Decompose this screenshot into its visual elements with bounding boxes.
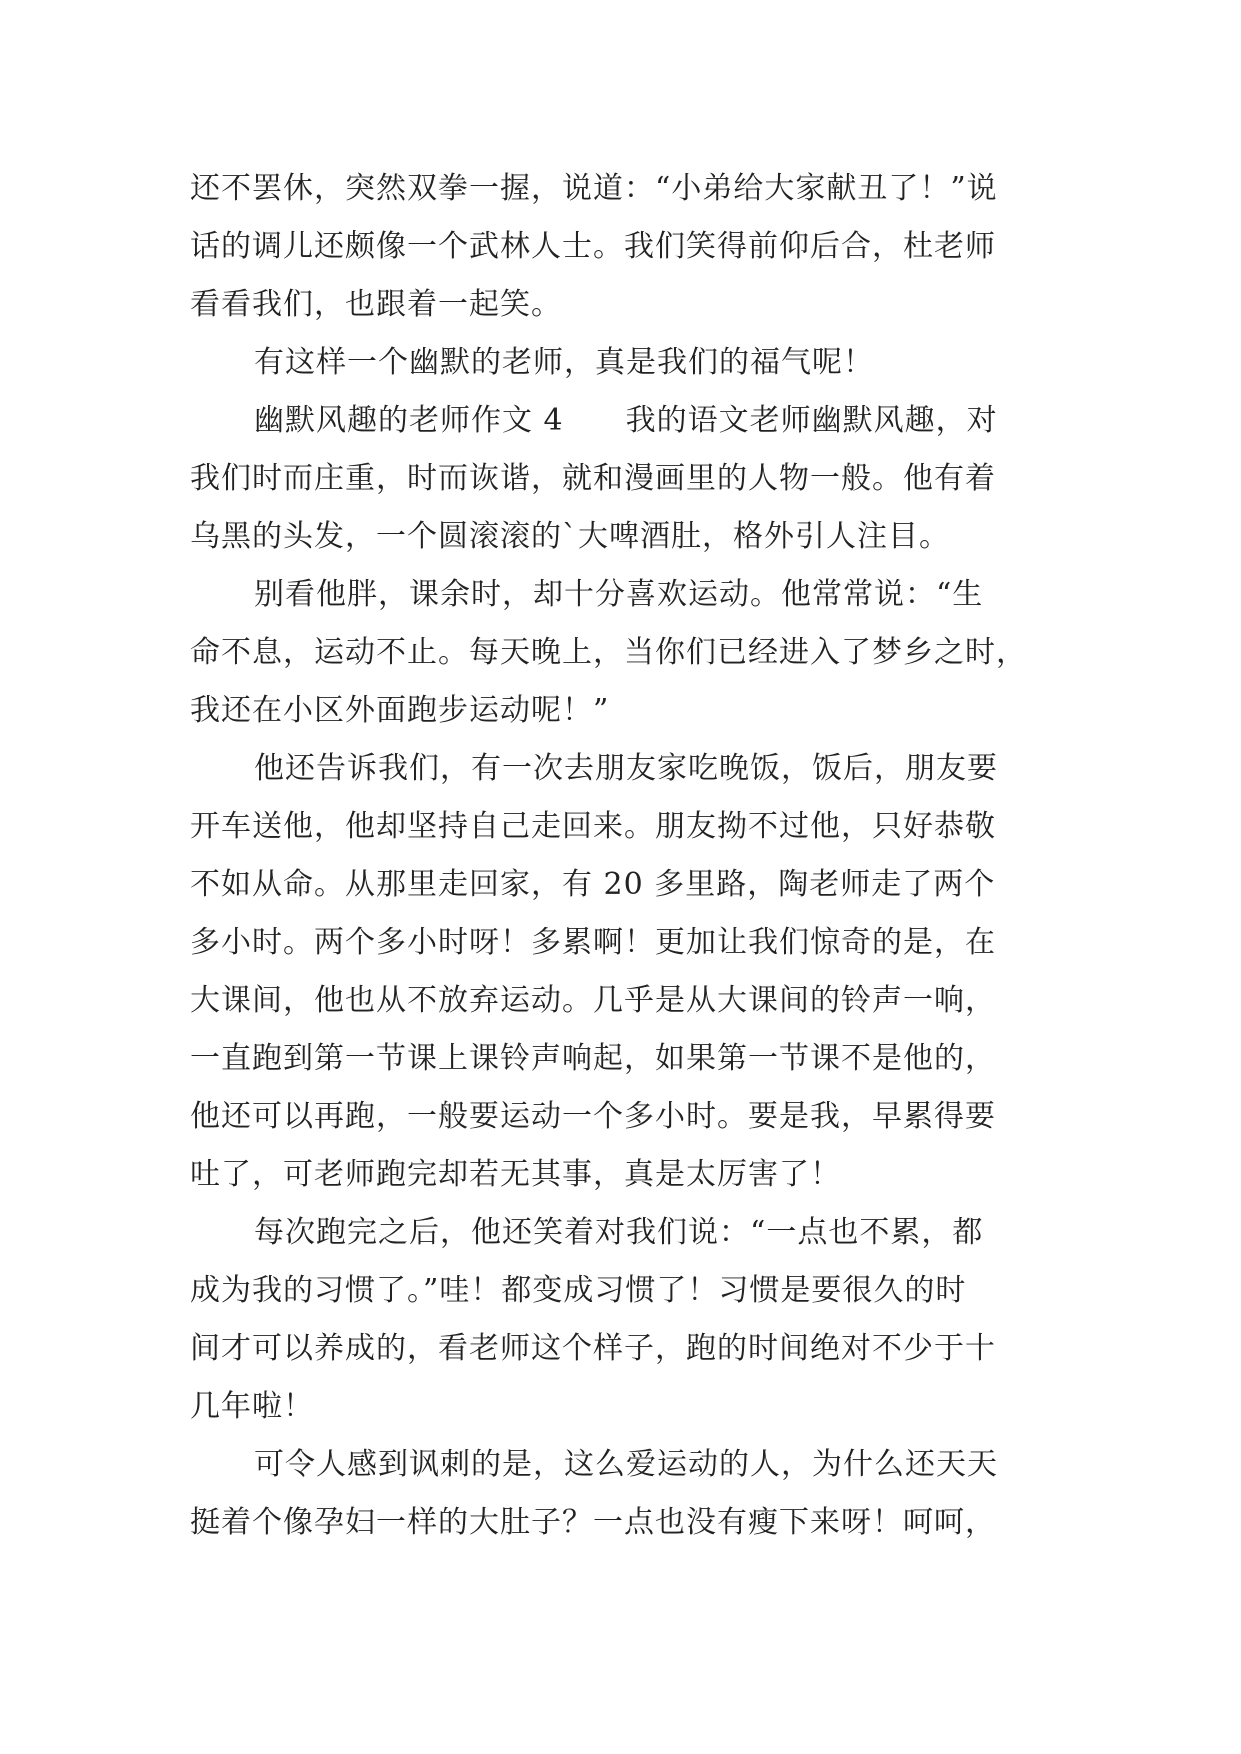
text-line: 吐了，可老师跑完却若无其事，真是太厉害了！ bbox=[190, 1157, 841, 1192]
text-line: 多小时。两个多小时呀！多累啊！更加让我们惊奇的是，在 bbox=[190, 925, 996, 960]
text-line: 还不罢休，突然双拳一握，说道：“小弟给大家献丑了！”说 bbox=[190, 171, 998, 206]
text-line: 大课间，他也从不放弃运动。几乎是从大课间的铃声一响， bbox=[190, 983, 996, 1018]
text-line: 开车送他，他却坚持自己走回来。朋友拗不过他，只好恭敬 bbox=[190, 809, 996, 844]
section-heading-line: 幽默风趣的老师作文 4 我的语文老师幽默风趣，对 bbox=[254, 403, 998, 438]
text-line: 看看我们，也跟着一起笑。 bbox=[190, 287, 562, 322]
paragraph-start-line: 有这样一个幽默的老师，真是我们的福气呢！ bbox=[254, 345, 874, 380]
text-line: 乌黑的头发，一个圆滚滚的`大啤酒肚，格外引人注目。 bbox=[190, 519, 950, 554]
text-line: 不如从命。从那里走回家，有 20 多里路，陶老师走了两个 bbox=[190, 867, 996, 902]
text-line: 我们时而庄重，时而诙谐，就和漫画里的人物一般。他有着 bbox=[190, 461, 996, 496]
text-line: 一直跑到第一节课上课铃声响起，如果第一节课不是他的， bbox=[190, 1041, 996, 1076]
text-line: 话的调儿还颇像一个武林人士。我们笑得前仰后合，杜老师 bbox=[190, 229, 996, 264]
text-line: 几年啦！ bbox=[190, 1389, 314, 1424]
text-line: 挺着个像孕妇一样的大肚子？一点也没有瘦下来呀！呵呵， bbox=[190, 1505, 996, 1540]
paragraph-start-line: 他还告诉我们，有一次去朋友家吃晚饭，饭后，朋友要 bbox=[254, 751, 998, 786]
paragraph-start-line: 可令人感到讽刺的是，这么爱运动的人，为什么还天天 bbox=[254, 1447, 998, 1482]
paragraph-start-line: 别看他胖，课余时，却十分喜欢运动。他常常说：“生 bbox=[254, 577, 984, 612]
text-line: 成为我的习惯了。”哇！都变成习惯了！习惯是要很久的时 bbox=[190, 1273, 967, 1308]
paragraph-start-line: 每次跑完之后，他还笑着对我们说：“一点也不累，都 bbox=[254, 1215, 984, 1250]
text-line: 我还在小区外面跑步运动呢！” bbox=[190, 693, 610, 728]
text-line: 间才可以养成的，看老师这个样子，跑的时间绝对不少于十 bbox=[190, 1331, 996, 1366]
text-line: 命不息，运动不止。每天晚上，当你们已经进入了梦乡之时， bbox=[190, 635, 1027, 670]
text-line: 他还可以再跑，一般要运动一个多小时。要是我，早累得要 bbox=[190, 1099, 996, 1134]
document-body bbox=[190, 160, 1060, 1552]
